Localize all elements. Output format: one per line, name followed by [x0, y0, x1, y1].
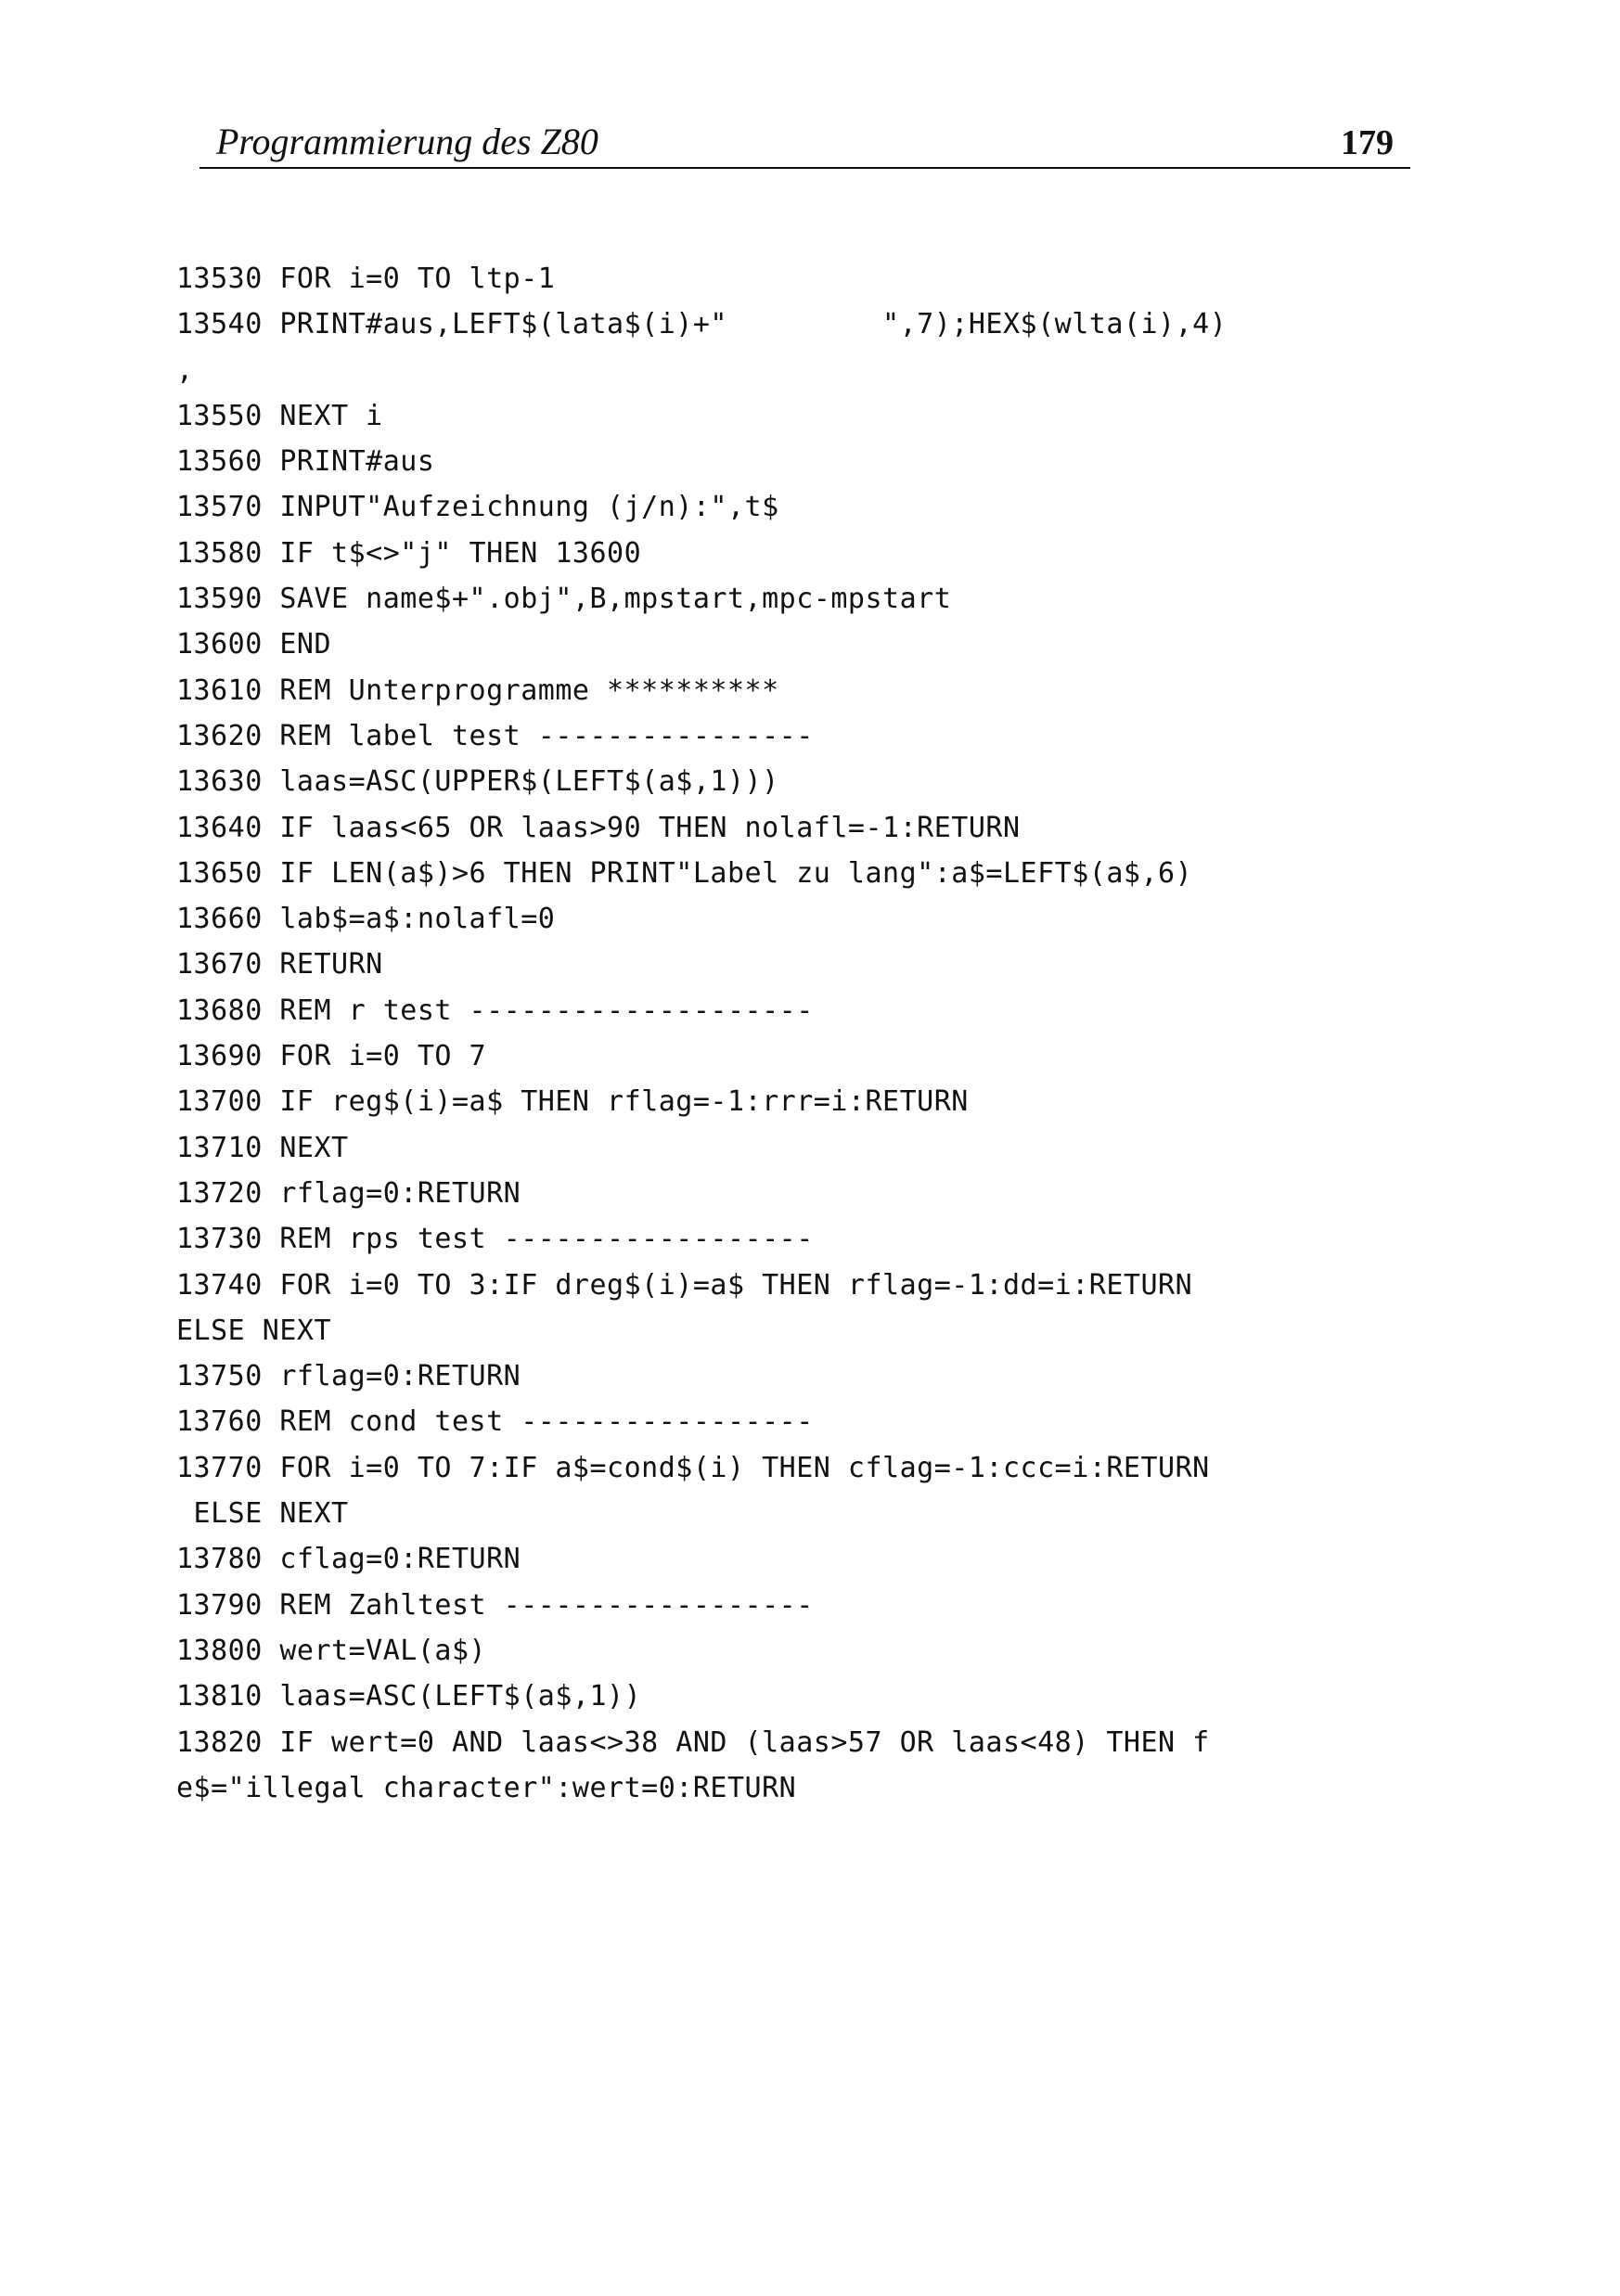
code-line: 13650 IF LEN(a$)>6 THEN PRINT"Label zu lang":a$=LEFT$(a$,6): [176, 856, 1193, 890]
code-line: 13780 cflag=0:RETURN: [176, 1543, 521, 1576]
code-line: 13750 rflag=0:RETURN: [176, 1360, 521, 1393]
code-line: 13530 FOR i=0 TO ltp-1: [176, 263, 556, 295]
code-line: 13570 INPUT"Aufzeichnung (j/n):",t$: [176, 491, 779, 524]
basic-code-listing: [176, 256, 1438, 1811]
code-line: 13710 NEXT: [176, 1131, 349, 1164]
code-line: 13620 REM label test ----------------: [176, 719, 814, 752]
page-header: [199, 119, 1410, 169]
code-line: 13800 wert=VAL(a$): [176, 1634, 487, 1667]
code-line: 13590 SAVE name$+".obj",B,mpstart,mpc-mpstart: [176, 583, 952, 616]
code-line: 13720 rflag=0:RETURN: [176, 1176, 521, 1210]
code-line: 13680 REM r test --------------------: [176, 994, 814, 1027]
code-line: 13610 REM Unterprogramme **********: [176, 673, 779, 707]
code-line: 13770 FOR i=0 TO 7:IF a$=cond$(i) THEN cflag=-1:ccc=i:RETURN: [176, 1451, 1210, 1484]
code-line: 13560 PRINT#aus: [176, 445, 435, 479]
code-line: 13730 REM rps test ------------------: [176, 1223, 814, 1256]
code-line: e$="illegal character":wert=0:RETURN: [176, 1771, 797, 1804]
code-line: ELSE NEXT: [176, 1497, 349, 1531]
code-line: 13550 NEXT i: [176, 399, 383, 432]
code-line: 13600 END: [176, 628, 332, 661]
code-line: 13660 lab$=a$:nolafl=0: [176, 903, 556, 936]
code-line: 13670 RETURN: [176, 948, 383, 981]
code-line: 13580 IF t$<>"j" THEN 13600: [176, 536, 642, 570]
code-line: 13690 FOR i=0 TO 7: [176, 1040, 487, 1073]
code-line: ELSE NEXT: [176, 1314, 332, 1347]
page-number: 179: [1341, 123, 1394, 162]
code-line: 13630 laas=ASC(UPPER$(LEFT$(a$,1))): [176, 765, 779, 799]
code-line: 13640 IF laas<65 OR laas>90 THEN nolafl=-1:RETURN: [176, 811, 1021, 844]
code-line: 13700 IF reg$(i)=a$ THEN rflag=-1:rrr=i:RETURN: [176, 1085, 969, 1119]
code-line: 13820 IF wert=0 AND laas<>38 AND (laas>57 OR laas<48) THEN f: [176, 1725, 1210, 1759]
code-line: 13790 REM Zahltest ------------------: [176, 1588, 814, 1622]
code-line: 13540 PRINT#aus,LEFT$(lata$(i)+" ",7);HEX$(wlta(i),4): [176, 308, 1228, 341]
code-line: 13760 REM cond test -----------------: [176, 1405, 814, 1439]
code-line: ,: [176, 353, 194, 387]
code-line: 13810 laas=ASC(LEFT$(a$,1)): [176, 1680, 642, 1713]
running-title: Programmierung des Z80: [216, 121, 598, 162]
code-line: 13740 FOR i=0 TO 3:IF dreg$(i)=a$ THEN rflag=-1:dd=i:RETURN: [176, 1268, 1193, 1302]
